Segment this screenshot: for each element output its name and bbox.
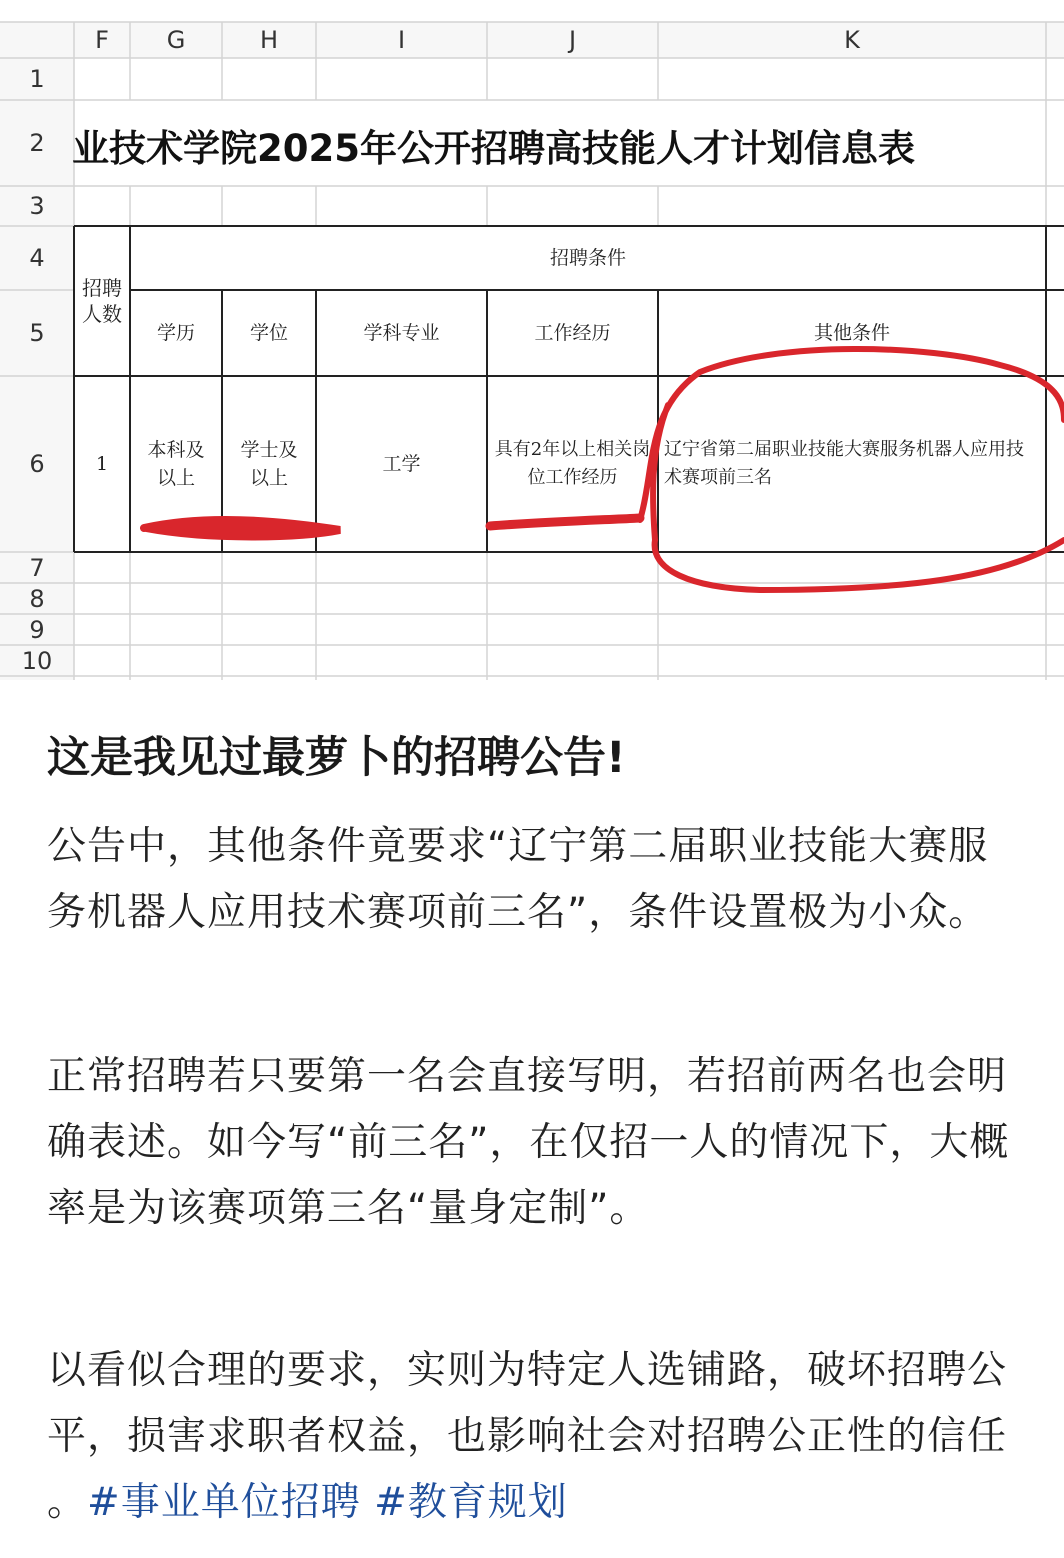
red-circle-other-conditions [640,349,1064,590]
row-header-2[interactable]: 2 [29,129,45,157]
post-paragraph-2-wrap [47,1044,1022,1242]
sheet-title: 业技术学院2025年公开招聘高技能人才计划信息表 [72,127,915,170]
post-paragraph-2: 正常招聘若只要第一名会直接写明，若招前两名也会明确表述。如今写“前三名”，在仅招一人的情况下，大概率是为该赛项第三名“量身定制”。 [47,1054,1010,1231]
post-headline: 这是我见过最萝卜的招聘公告! [47,733,626,783]
header-recruit-conditions: 招聘条件 [549,247,626,269]
row-header-3[interactable]: 3 [29,192,45,220]
header-work-experience: 工作经历 [534,322,611,344]
row-header-1[interactable]: 1 [29,65,45,93]
cell-work-experience[interactable]: 具有2年以上相关岗位工作经历 [494,439,651,488]
post-paragraph-3 [47,1338,1022,1536]
row-header-6[interactable]: 6 [29,450,45,478]
post-paragraph-1-wrap [47,814,1022,946]
post-paragraph-3-text: 以看似合理的要求，实则为特定人选铺路，破坏招聘公平，损害求职者权益，也影响社会对招聘公正性的信任 。 [47,1348,1008,1525]
column-header-i[interactable]: I [397,26,406,54]
row-header-10[interactable]: 10 [21,646,53,675]
column-header-h[interactable]: H [259,26,279,54]
red-underline-experience [490,518,640,526]
header-major: 学科专业 [363,322,440,344]
hashtag-education-planning[interactable]: #教育规划 [374,1480,568,1525]
cell-other-conditions[interactable]: 辽宁省第二届职业技能大赛服务机器人应用技术赛项前三名 [664,439,1024,488]
cell-major[interactable]: 工学 [382,453,421,475]
spreadsheet-screenshot [0,0,1064,680]
column-header-k[interactable]: K [844,26,860,54]
red-annotation-marks [0,0,1064,680]
hashtag-public-institution-recruitment[interactable]: #事业单位招聘 [87,1480,361,1525]
header-degree: 学位 [249,322,288,344]
row-header-8[interactable]: 8 [29,584,45,613]
row-header-4[interactable]: 4 [29,244,45,272]
red-underline-education-degree [144,520,340,537]
column-header-g[interactable]: G [166,26,186,54]
column-header-j[interactable]: J [568,26,577,54]
post-paragraph-1: 公告中，其他条件竟要求“辽宁第二届职业技能大赛服务机器人应用技术赛项前三名”，条件设置极为小众。 [47,824,989,935]
header-other-conditions: 其他条件 [813,322,890,344]
header-recruit-count: 招聘人数 [82,276,122,326]
post-paragraph-3-wrap [47,1338,1022,1536]
row-header-7[interactable]: 7 [29,553,45,582]
column-header-f[interactable]: F [95,26,109,54]
cell-degree[interactable]: 学士及以上 [240,439,298,489]
cell-recruit-count[interactable]: 1 [95,453,109,475]
row-header-9[interactable]: 9 [29,615,45,644]
post-body [47,728,1022,788]
header-education: 学历 [156,322,195,344]
cell-education[interactable]: 本科及以上 [147,439,205,489]
row-header-5[interactable]: 5 [29,319,45,347]
